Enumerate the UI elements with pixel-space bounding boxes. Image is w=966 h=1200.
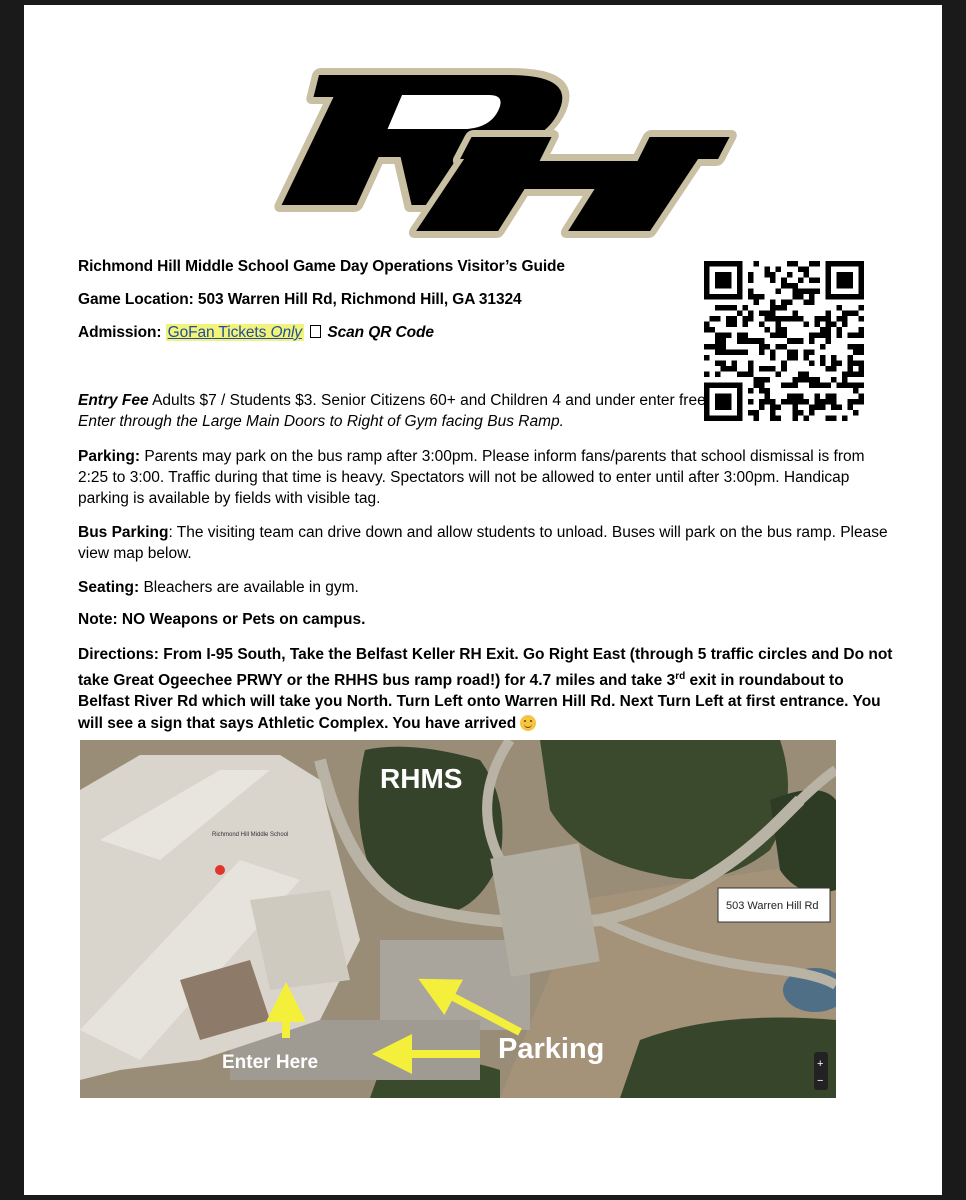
rh-logo <box>254 55 754 245</box>
guide-title: Richmond Hill Middle School Game Day Operations Visitor’s Guide <box>78 258 565 275</box>
entry-doors-text: Enter through the Large Main Doors to Right of Gym facing Bus Ramp. <box>78 413 564 430</box>
entry-fee-label: Entry Fee <box>78 392 149 409</box>
enter-here-label: Enter Here <box>222 1052 319 1073</box>
admission-label: Admission: <box>78 324 162 341</box>
entry-fee-text: Adults $7 / Students $3. Senior Citizens 60+ and Children 4 and under enter free. <box>148 392 711 409</box>
seating-paragraph <box>78 577 898 598</box>
zoom-in-button[interactable]: + <box>817 1058 824 1070</box>
directions-superscript: rd <box>675 670 686 682</box>
seating-text: Bleachers are available in gym. <box>139 579 359 596</box>
address-box-text: 503 Warren Hill Rd <box>726 900 819 912</box>
rhms-label: RHMS <box>380 763 463 794</box>
seating-label: Seating: <box>78 579 140 596</box>
weapons-note: Note: NO Weapons or Pets on campus. <box>78 611 366 628</box>
admission-line <box>78 319 565 352</box>
directions-text-1: Directions: From I-95 South, Take the Belfast Keller RH Exit. Go Right East (through 5 traffic circles and Do not take Great Ogeechee PRWY or the RHHS bus ramp road!) for 4.7 miles and take 3 <box>78 646 893 689</box>
bus-parking-paragraph <box>78 522 898 564</box>
bus-parking-label: Bus Parking <box>78 524 169 541</box>
entry-fee-paragraph <box>78 390 718 432</box>
scan-qr-label: Scan QR Code <box>327 324 434 341</box>
gofan-tickets-link[interactable]: GoFan Tickets Only <box>167 324 302 341</box>
directions-paragraph <box>78 644 898 734</box>
header-block <box>78 253 565 352</box>
parking-paragraph <box>78 446 898 509</box>
map-pin-icon <box>215 865 225 875</box>
zoom-out-button[interactable]: − <box>817 1075 824 1087</box>
parking-text: Parents may park on the bus ramp after 3:00pm. Please inform fans/parents that school dismissal is from 2:25 to 3:00. Traffic during that time is heavy. Spectators will not be allowed to enter until after 3:00pm. Handicap parking is available by fields with visible tag. <box>78 448 865 507</box>
bus-parking-text: : The visiting team can drive down and allow students to unload. Buses will park on the bus ramp. Please view map below. <box>78 524 888 562</box>
missing-glyph-icon <box>310 325 321 338</box>
campus-map <box>80 740 836 1098</box>
smiley-emoji-icon <box>520 715 536 731</box>
qr-code[interactable] <box>704 261 864 421</box>
game-location: Game Location: 503 Warren Hill Rd, Richmond Hill, GA 31324 <box>78 291 522 308</box>
document-page <box>24 5 942 1195</box>
parking-label: Parking: <box>78 448 141 465</box>
pin-label: Richmond Hill Middle School <box>212 832 289 838</box>
parking-map-label: Parking <box>498 1033 605 1065</box>
directions-text-2: exit in roundabout to Belfast River Rd which will take you North. Turn Left onto Warren Hill Rd. Next Turn Left at first entrance. You will see a sign that says Athletic Complex. You have arrived <box>78 671 881 732</box>
